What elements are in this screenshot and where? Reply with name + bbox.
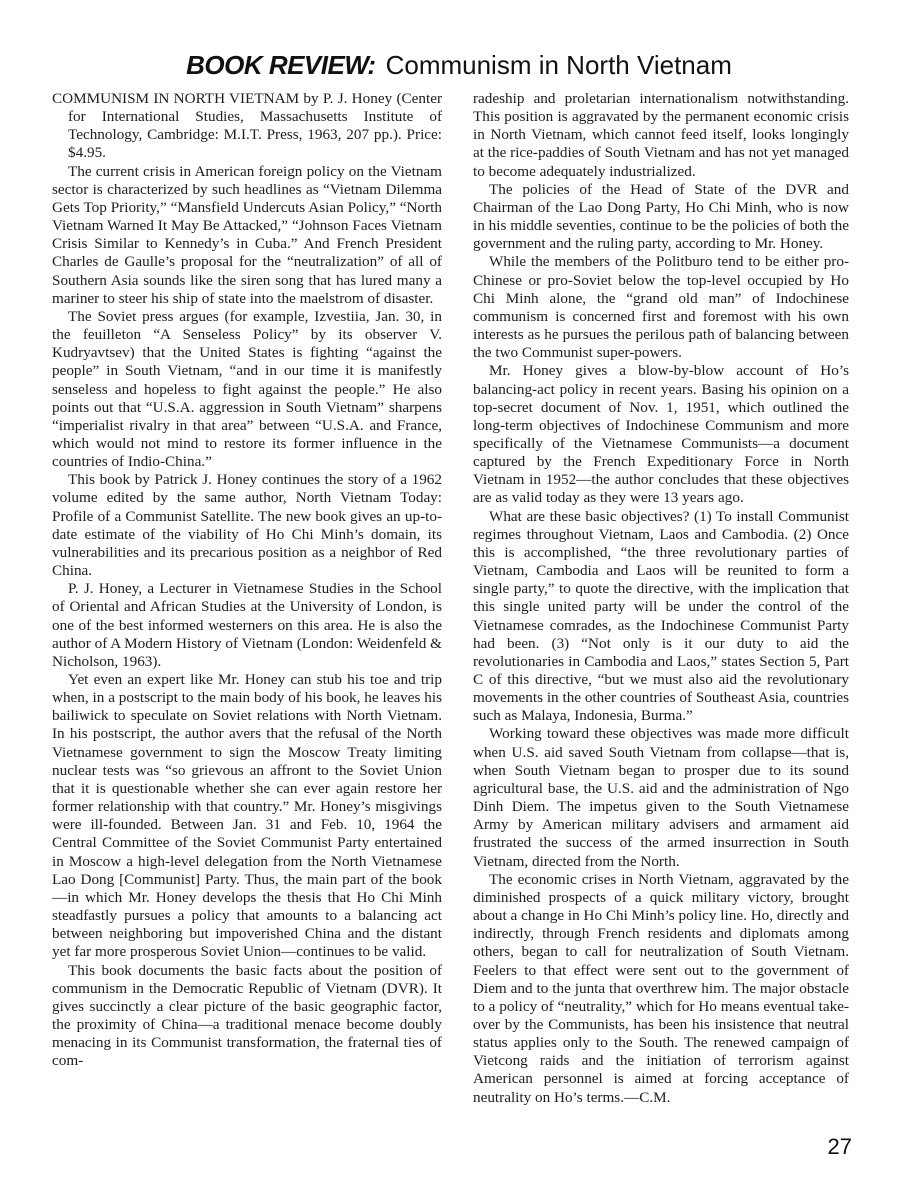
- paragraph: radeship and proletarian internationalism notwithstanding. This position is aggravated by the permanent economic crisis in North Vietnam, which cannot feed itself, looks longingly at the rice-paddies of South Vietnam and has not yet managed to become adequately industrialized.: [473, 90, 849, 180]
- paragraph: This book documents the basic facts about the position of communism in the Democratic Republic of Vietnam (DVR). It gives succinctly a clear picture of the basic geographic factor, the proximity of China—a traditional menace become doubly menacing in its Communist transformation, the fraternal ties of com-: [52, 961, 442, 1070]
- paragraph: Yet even an expert like Mr. Honey can stub his toe and trip when, in a postscript to the main body of his book, he leaves his bailiwick to speculate on Soviet relations with North Vietnam. In his postscript, the author avers that the refusal of the North Vietnamese government to sign the Moscow Treaty limiting nuclear tests was “so grievous an affront to the Soviet Union that it is questionable whether she can ever again restore her former relationship with that country.” Mr. Honey’s misgivings were ill-founded. Between Jan. 31 and Feb. 10, 1964 the Central Committee of the Soviet Communist Party entertained in Moscow a high-level delegation from the North Vietnamese Lao Dong [Communist] Party. Thus, the main part of the book—in which Mr. Honey develops the thesis that Ho Chi Minh steadfastly pursues a policy that amounts to a balancing act between neighboring but impoverished China and the distant yet far more prosperous Soviet Union—continues to be valid.: [52, 671, 442, 961]
- article-heading: [0, 48, 918, 82]
- paragraph: This book by Patrick J. Honey continues the story of a 1962 volume edited by the same author, North Vietnam Today: Profile of a Communist Satellite. The new book gives an up-to-date estimate of the viability of Ho Chi Minh’s domain, its vulnerabilities and its precarious position as a neighbor of Red China.: [52, 471, 442, 580]
- paragraph: The current crisis in American foreign policy on the Vietnam sector is characterized by such headlines as “Vietnam Dilemma Gets Top Priority,” “Mansfield Undercuts Asian Policy,” “North Vietnam Warned It May Be Attacked,” “Johnson Faces Vietnam Crisis Similar to Kennedy’s in Cuba.” And French President Charles de Gaulle’s proposal for the “neutralization” of all of Southern Asia sounds like the siren song that has lured many a mariner to steer his ship of state into the maelstrom of disaster.: [52, 162, 442, 307]
- paragraph: The economic crises in North Vietnam, aggravated by the diminished prospects of a quick military victory, brought about a change in Ho Chi Minh’s policy line. Ho, directly and indirectly, through French residents and diplomats among others, began to call for neutralization of South Vietnam. Feelers to that effect were sent out to the government of Diem and to the junta that overthrew him. The major obstacle to a policy of “neutrality,” which for Ho means eventual take-over by the Communists, has been his insistence that neutral status applies only to the South. The renewed campaign of Vietcong raids and the initiation of terrorism against American personnel is aimed at forcing acceptance of neutrality on Ho’s terms.—C.M.: [473, 870, 849, 1106]
- paragraph: While the members of the Politburo tend to be either pro-Chinese or pro-Soviet below the top-level occupied by Ho Chi Minh alone, the “grand old man” of Indochinese communism is concerned first and foremost with his own interests as he pursues the perilous path of balancing between the two Communist super-powers.: [473, 253, 849, 362]
- paragraph: P. J. Honey, a Lecturer in Vietnamese Studies in the School of Oriental and African Studies at the University of London, is one of the best informed westerners on this area. He is also the author of A Modern History of Vietnam (London: Weidenfeld & Nicholson, 1963).: [52, 580, 442, 670]
- article-title: Communism in North Vietnam: [385, 50, 732, 80]
- paragraph: Working toward these objectives was made more difficult when U.S. aid saved South Vietnam from collapse—that is, when South Vietnam began to prosper due to its sound agricultural base, the U.S. aid and the administration of Ngo Dinh Diem. The impetus given to the South Vietnamese Army by American military advisers and armament aid frustrated the success of the armed insurrection in South Vietnam, directed from the North.: [473, 725, 849, 870]
- page-number: 27: [827, 1134, 852, 1159]
- paragraph: The Soviet press argues (for example, Izvestiia, Jan. 30, in the feuilleton “A Senseless Policy” by its observer V. Kudryavtsev) that the United States is fighting “against the people” in South Vietnam, “and in our time it is manifestly senseless and hopeless to fight against the people.” He also points out that “U.S.A. aggression in South Vietnam” sharpens “imperialist rivalry in that area” between “U.S.A. and France, which would not mind to restore its former influence in the countries of Indio-China.”: [52, 307, 442, 471]
- paragraph: The policies of the Head of State of the DVR and Chairman of the Lao Dong Party, Ho Chi Minh, who is now in his middle seventies, continue to be the policies of both the government and the ruling party, according to Mr. Honey.: [473, 180, 849, 253]
- left-column: [52, 90, 442, 1070]
- right-column: [473, 90, 849, 1107]
- section-label: BOOK REVIEW:: [186, 50, 376, 80]
- book-citation: COMMUNISM IN NORTH VIETNAM by P. J. Honey (Center for International Studies, Massachusetts Institute of Technology, Cambridge: M.I.T. Press, 1963, 207 pp.). Price: $4.95.: [52, 90, 442, 162]
- paragraph: What are these basic objectives? (1) To install Communist regimes throughout Vietnam, Laos and Cambodia. (2) Once this is accomplished, “the three revolutionary parties of Vietnam, Cambodia and Laos will be reunited to form a single party,” to quote the directive, with the implication that this single united party will be under the control of the Vietnamese comrades, as the Indochinese Communist Party had been. (3) “Not only is it our duty to aid the revolutionaries in Cambodia and Laos,” states Section 5, Part C of this directive, “but we must also aid the revolutionary movements in the other countries of Southeast Asia, countries such as Malaya, Indonesia, Burma.”: [473, 507, 849, 725]
- paragraph: Mr. Honey gives a blow-by-blow account of Ho’s balancing-act policy in recent years. Basing his opinion on a top-secret document of Nov. 1, 1951, which outlined the long-term objectives of Indochinese Communism and more specifically of the Vietnamese Communists—a document captured by the French Expeditionary Force in North Vietnam in 1952—the author concludes that these objectives are as valid today as they were 13 years ago.: [473, 362, 849, 507]
